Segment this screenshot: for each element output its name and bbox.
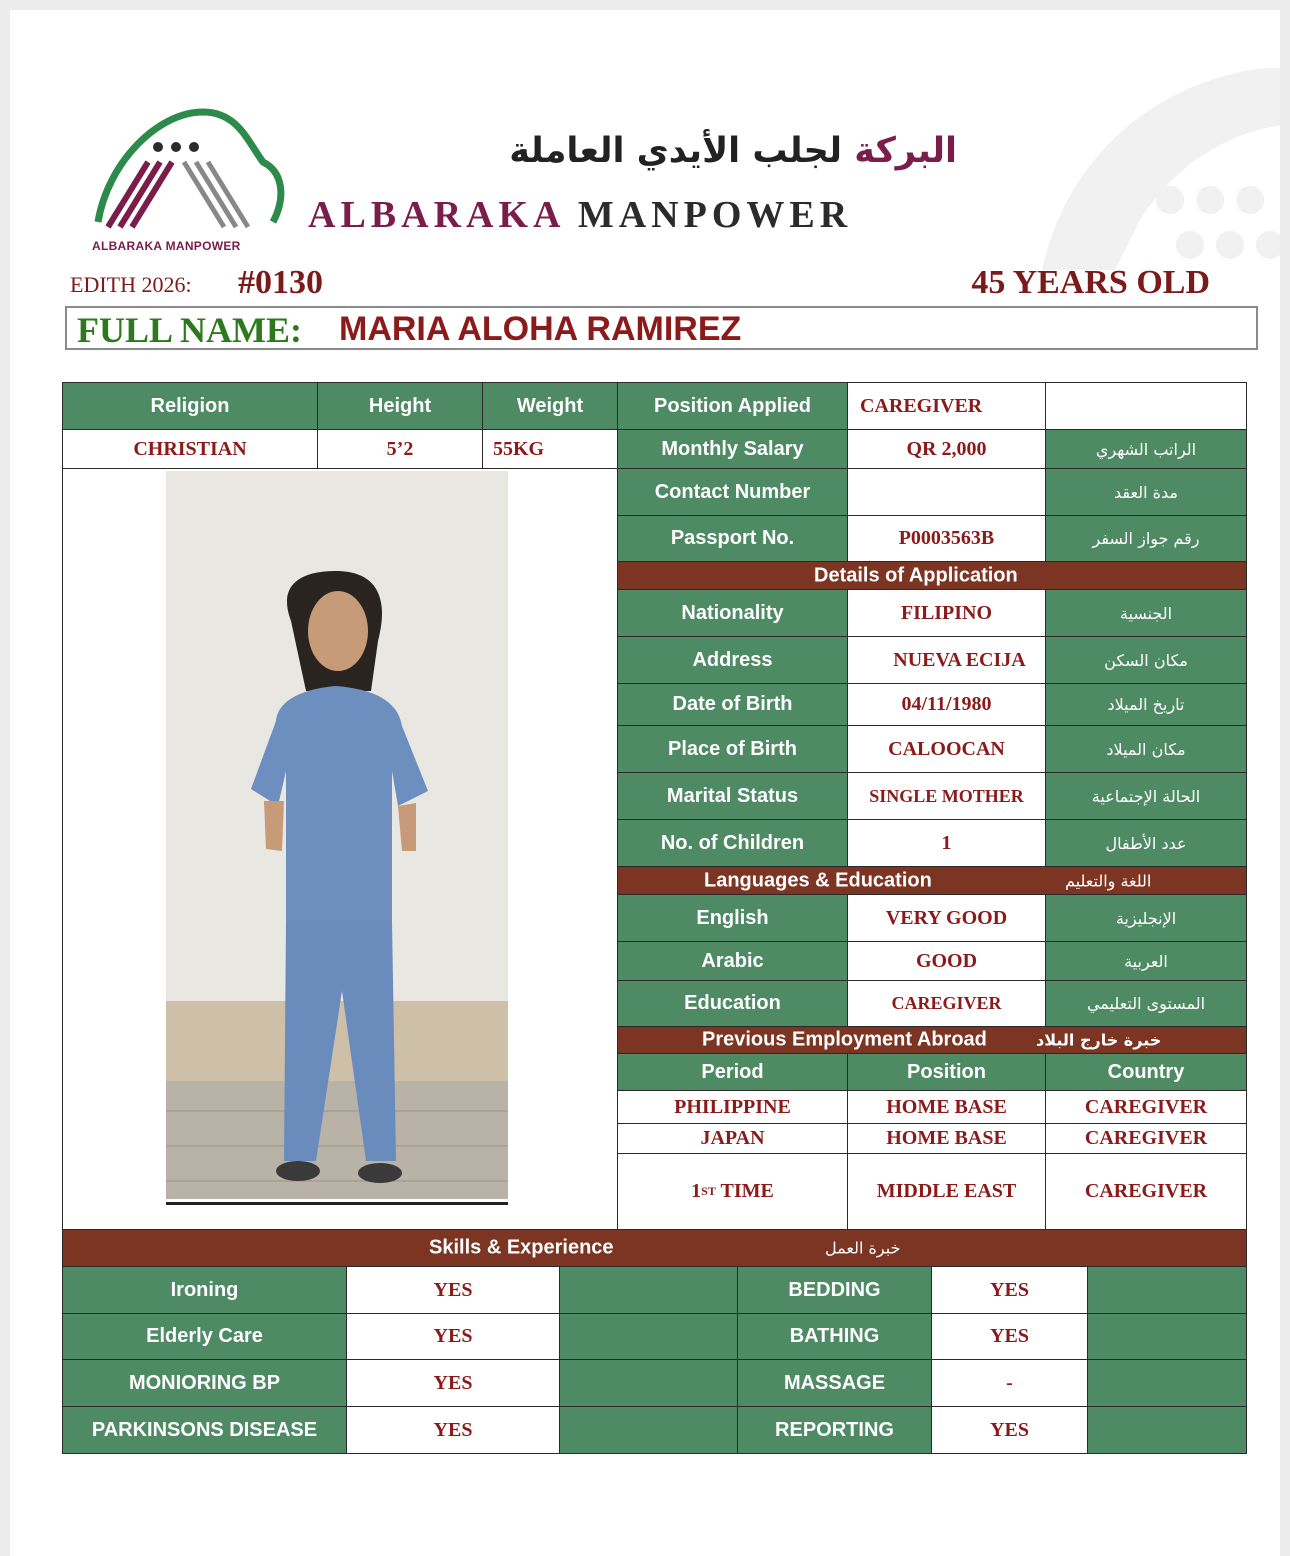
position-applied-arabic [1045,382,1247,430]
religion-value: CHRISTIAN [62,429,318,469]
employment-row-3-country: CAREGIVER [1045,1153,1247,1230]
pob-label: Place of Birth [617,725,848,773]
skill-massage-label: MASSAGE [737,1359,932,1407]
employment-row-2-period: JAPAN [617,1123,848,1154]
company-logo-icon [88,102,288,252]
skills-section-title: Skills & Experience [429,1236,614,1259]
passport-label: Passport No. [617,515,848,562]
english-value: VERY GOOD [847,894,1046,942]
english-arabic: الإنجليزية [1045,894,1247,942]
children-value: 1 [847,819,1046,867]
education-arabic: المستوى التعليمي [1045,980,1247,1027]
children-arabic: عدد الأطفال [1045,819,1247,867]
skill-ironing-label: Ironing [62,1266,347,1314]
address-value: NUEVA ECIJA [847,636,1046,684]
languages-section-title-arabic: اللغة والتعليم [1065,871,1152,890]
arabic-language-arabic: العربية [1045,941,1247,981]
passport-value: P0003563B [847,515,1046,562]
full-name-value: MARIA ALOHA RAMIREZ [339,310,742,348]
brand-en-part2: MANPOWER [577,194,853,236]
children-label: No. of Children [617,819,848,867]
country-header: Country [1045,1053,1247,1091]
skills-section-header [62,1229,1247,1267]
watermark-logo [1020,50,1280,270]
employment-section-title-arabic: خبرة خارج البلاد [1036,1030,1162,1050]
nationality-arabic: الجنسية [1045,589,1247,637]
skill-reporting-extra [1087,1406,1247,1454]
arabic-language-value: GOOD [847,941,1046,981]
contact-number-value [847,468,1046,516]
brand-en-part1: ALBARAKA [308,194,564,236]
languages-section-title: Languages & Education [704,869,932,891]
contact-number-label: Contact Number [617,468,848,516]
contact-number-arabic: مدة العقد [1045,468,1247,516]
skill-bathing-label: BATHING [737,1313,932,1360]
position-applied-label: Position Applied [617,382,848,430]
cv-table [62,382,1247,1454]
skills-section-title-arabic: خبرة العمل [825,1238,901,1258]
skill-bedding-extra [1087,1266,1247,1314]
dob-value: 04/11/1980 [847,683,1046,726]
skill-parkinsons-value: YES [346,1406,560,1454]
edition-label: EDITH 2026: [70,272,192,297]
full-name-box [65,306,1258,350]
skill-bedding-label: BEDDING [737,1266,932,1314]
skill-monitoring-bp-label: MONIORING BP [62,1359,347,1407]
position-header: Position [847,1053,1046,1091]
skill-elderly-care-value: YES [346,1313,560,1360]
monthly-salary-label: Monthly Salary [617,429,848,469]
skill-elderly-care-extra [559,1313,738,1360]
employment-section-header [617,1026,1247,1054]
address-arabic: مكان السكن [1045,636,1247,684]
weight-header: Weight [482,382,618,430]
photo-underline [166,1202,508,1205]
skill-massage-value: - [931,1359,1088,1407]
marital-status-value: SINGLE MOTHER [847,772,1046,820]
height-value: 5’2 [317,429,483,469]
brand-arabic-accent: البركة [854,131,957,171]
skill-monitoring-bp-extra [559,1359,738,1407]
employment-row-2-position: HOME BASE [847,1123,1046,1154]
religion-header: Religion [62,382,318,430]
skill-elderly-care-label: Elderly Care [62,1313,347,1360]
employment-row-3-period [617,1153,848,1230]
skill-massage-extra [1087,1359,1247,1407]
skill-reporting-value: YES [931,1406,1088,1454]
english-label: English [617,894,848,942]
skill-bedding-value: YES [931,1266,1088,1314]
monthly-salary-arabic: الراتب الشهري [1045,429,1247,469]
position-applied-value: CAREGIVER [847,382,1046,430]
period-ordinal-suffix: ST [701,1184,716,1198]
applicant-code: #0130 [238,264,323,301]
languages-section-header [617,866,1247,895]
address-label: Address [617,636,848,684]
employment-section-title: Previous Employment Abroad [702,1028,987,1051]
employment-row-1-period: PHILIPPINE [617,1090,848,1124]
skill-bathing-extra [1087,1313,1247,1360]
brand-name-arabic [305,131,957,171]
pob-value: CALOOCAN [847,725,1046,773]
full-name-label: FULL NAME: [77,310,302,350]
skill-parkinsons-extra [559,1406,738,1454]
education-value: CAREGIVER [847,980,1046,1027]
arabic-language-label: Arabic [617,941,848,981]
logo-caption: ALBARAKA MANPOWER [92,239,241,253]
weight-value: 55KG [482,429,618,469]
photo-cell [62,468,618,1230]
details-section-title: Details of Application [814,564,1018,586]
applicant-age: 45 YEARS OLD [971,264,1210,301]
employment-row-1-country: CAREGIVER [1045,1090,1247,1124]
marital-status-arabic: الحالة الإجتماعية [1045,772,1247,820]
monthly-salary-value: QR 2,000 [847,429,1046,469]
period-header: Period [617,1053,848,1091]
dob-arabic: تاريخ الميلاد [1045,683,1247,726]
skill-ironing-extra [559,1266,738,1314]
brand-name-english [308,196,852,234]
marital-status-label: Marital Status [617,772,848,820]
period-ordinal-number: 1 [691,1180,702,1202]
skill-monitoring-bp-value: YES [346,1359,560,1407]
skill-ironing-value: YES [346,1266,560,1314]
passport-arabic: رقم جواز السفر [1045,515,1247,562]
dob-label: Date of Birth [617,683,848,726]
employment-row-1-position: HOME BASE [847,1090,1046,1124]
education-label: Education [617,980,848,1027]
nationality-label: Nationality [617,589,848,637]
details-section-header [617,561,1247,590]
pob-arabic: مكان الميلاد [1045,725,1247,773]
skill-bathing-value: YES [931,1313,1088,1360]
skill-reporting-label: REPORTING [737,1406,932,1454]
employment-row-2-country: CAREGIVER [1045,1123,1247,1154]
cv-page [10,10,1280,1556]
nationality-value: FILIPINO [847,589,1046,637]
skill-parkinsons-label: PARKINSONS DISEASE [62,1406,347,1454]
height-header: Height [317,382,483,430]
employment-row-3-position: MIDDLE EAST [847,1153,1046,1230]
applicant-photo [166,471,508,1199]
period-ordinal-tail: TIME [715,1180,774,1202]
brand-arabic-rest: لجلب الأيدي العاملة [509,131,843,171]
